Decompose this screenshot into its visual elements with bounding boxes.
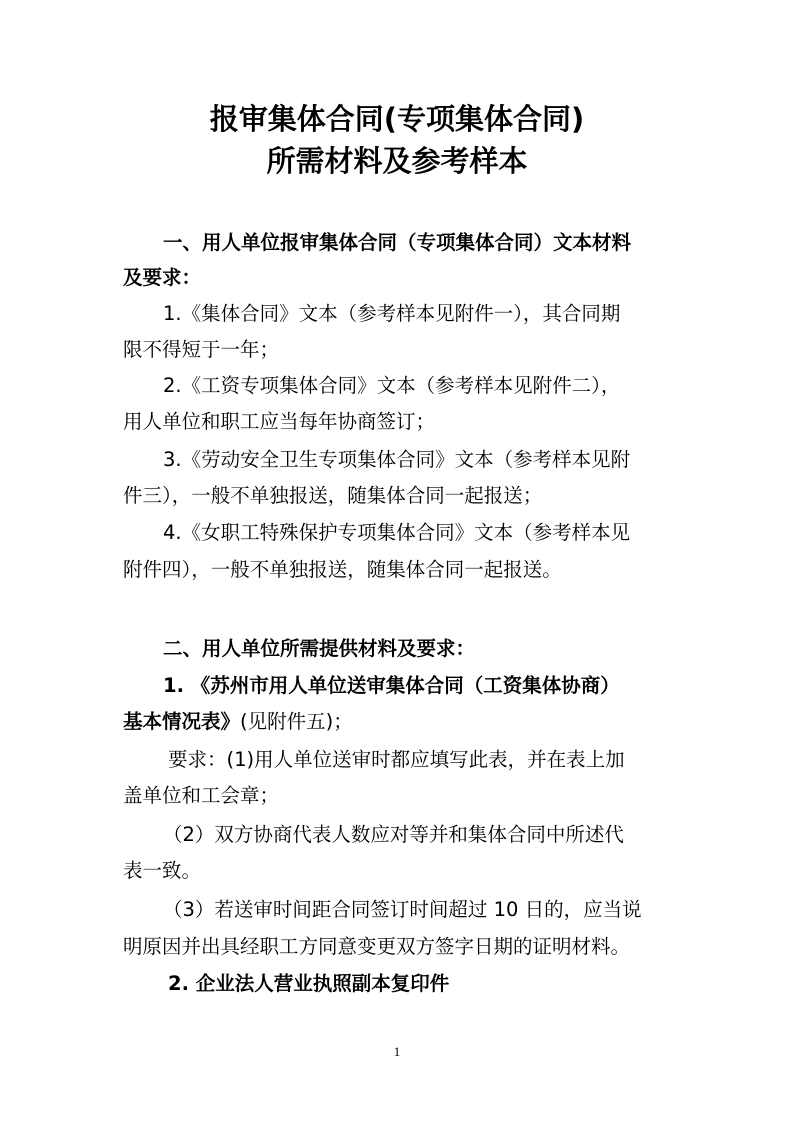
document-title-line1: 报审集体合同(专项集体合同) xyxy=(209,102,585,136)
form-attachment-ref: (见附件五)； xyxy=(240,710,353,733)
document-title-line2: 所需材料及参考样本 xyxy=(266,144,528,178)
section-1-item-4: 4.《女职工特殊保护专项集体合同》文本（参考样本见 xyxy=(163,521,631,544)
section-2-item-1: 1. 《苏州市用人单位送审集体合同（工资集体协商） xyxy=(163,674,620,697)
section-1-heading: 一、用人单位报审集体合同（专项集体合同）文本材料 xyxy=(163,231,632,254)
section-2-heading: 二、用人单位所需提供材料及要求： xyxy=(163,637,476,660)
section-1-item-3: 3.《劳动安全卫生专项集体合同》文本（参考样本见附 xyxy=(163,448,631,471)
requirement-3-cont: 明原因并出具经职工方同意变更双方签字日期的证明材料。 xyxy=(123,935,631,958)
section-1-item-1-cont: 限不得短于一年； xyxy=(123,338,280,361)
section-1-item-4-cont: 附件四），一般不单独报送，随集体合同一起报送。 xyxy=(123,558,562,581)
requirement-2-cont: 表一致。 xyxy=(123,859,202,882)
section-1-item-2: 2.《工资专项集体合同》文本（参考样本见附件二）， xyxy=(163,374,621,397)
requirement-2: （2）双方协商代表人数应对等并和集体合同中所述代 xyxy=(163,823,624,846)
section-2-item-2: 2. 企业法人营业执照副本复印件 xyxy=(168,972,450,995)
section-1-item-3-cont: 件三），一般不单独报送，随集体合同一起报送； xyxy=(123,484,543,507)
requirement-1-cont: 盖单位和工会章； xyxy=(123,784,280,807)
section-1-heading-cont: 及要求： xyxy=(123,266,202,289)
requirement-1: 要求：(1)用人单位送审时都应填写此表，并在表上加 xyxy=(168,748,625,771)
section-2-item-1-cont xyxy=(123,707,353,737)
requirement-3: （3）若送审时间距合同签订时间超过 10 日的，应当说 xyxy=(163,898,642,921)
form-name: 基本情况表》 xyxy=(123,710,241,733)
section-1-item-2-cont: 用人单位和职工应当每年协商签订； xyxy=(123,410,436,433)
section-1-item-1: 1.《集体合同》文本（参考样本见附件一），其合同期 xyxy=(163,302,621,325)
page-number: 1 xyxy=(393,1044,401,1059)
